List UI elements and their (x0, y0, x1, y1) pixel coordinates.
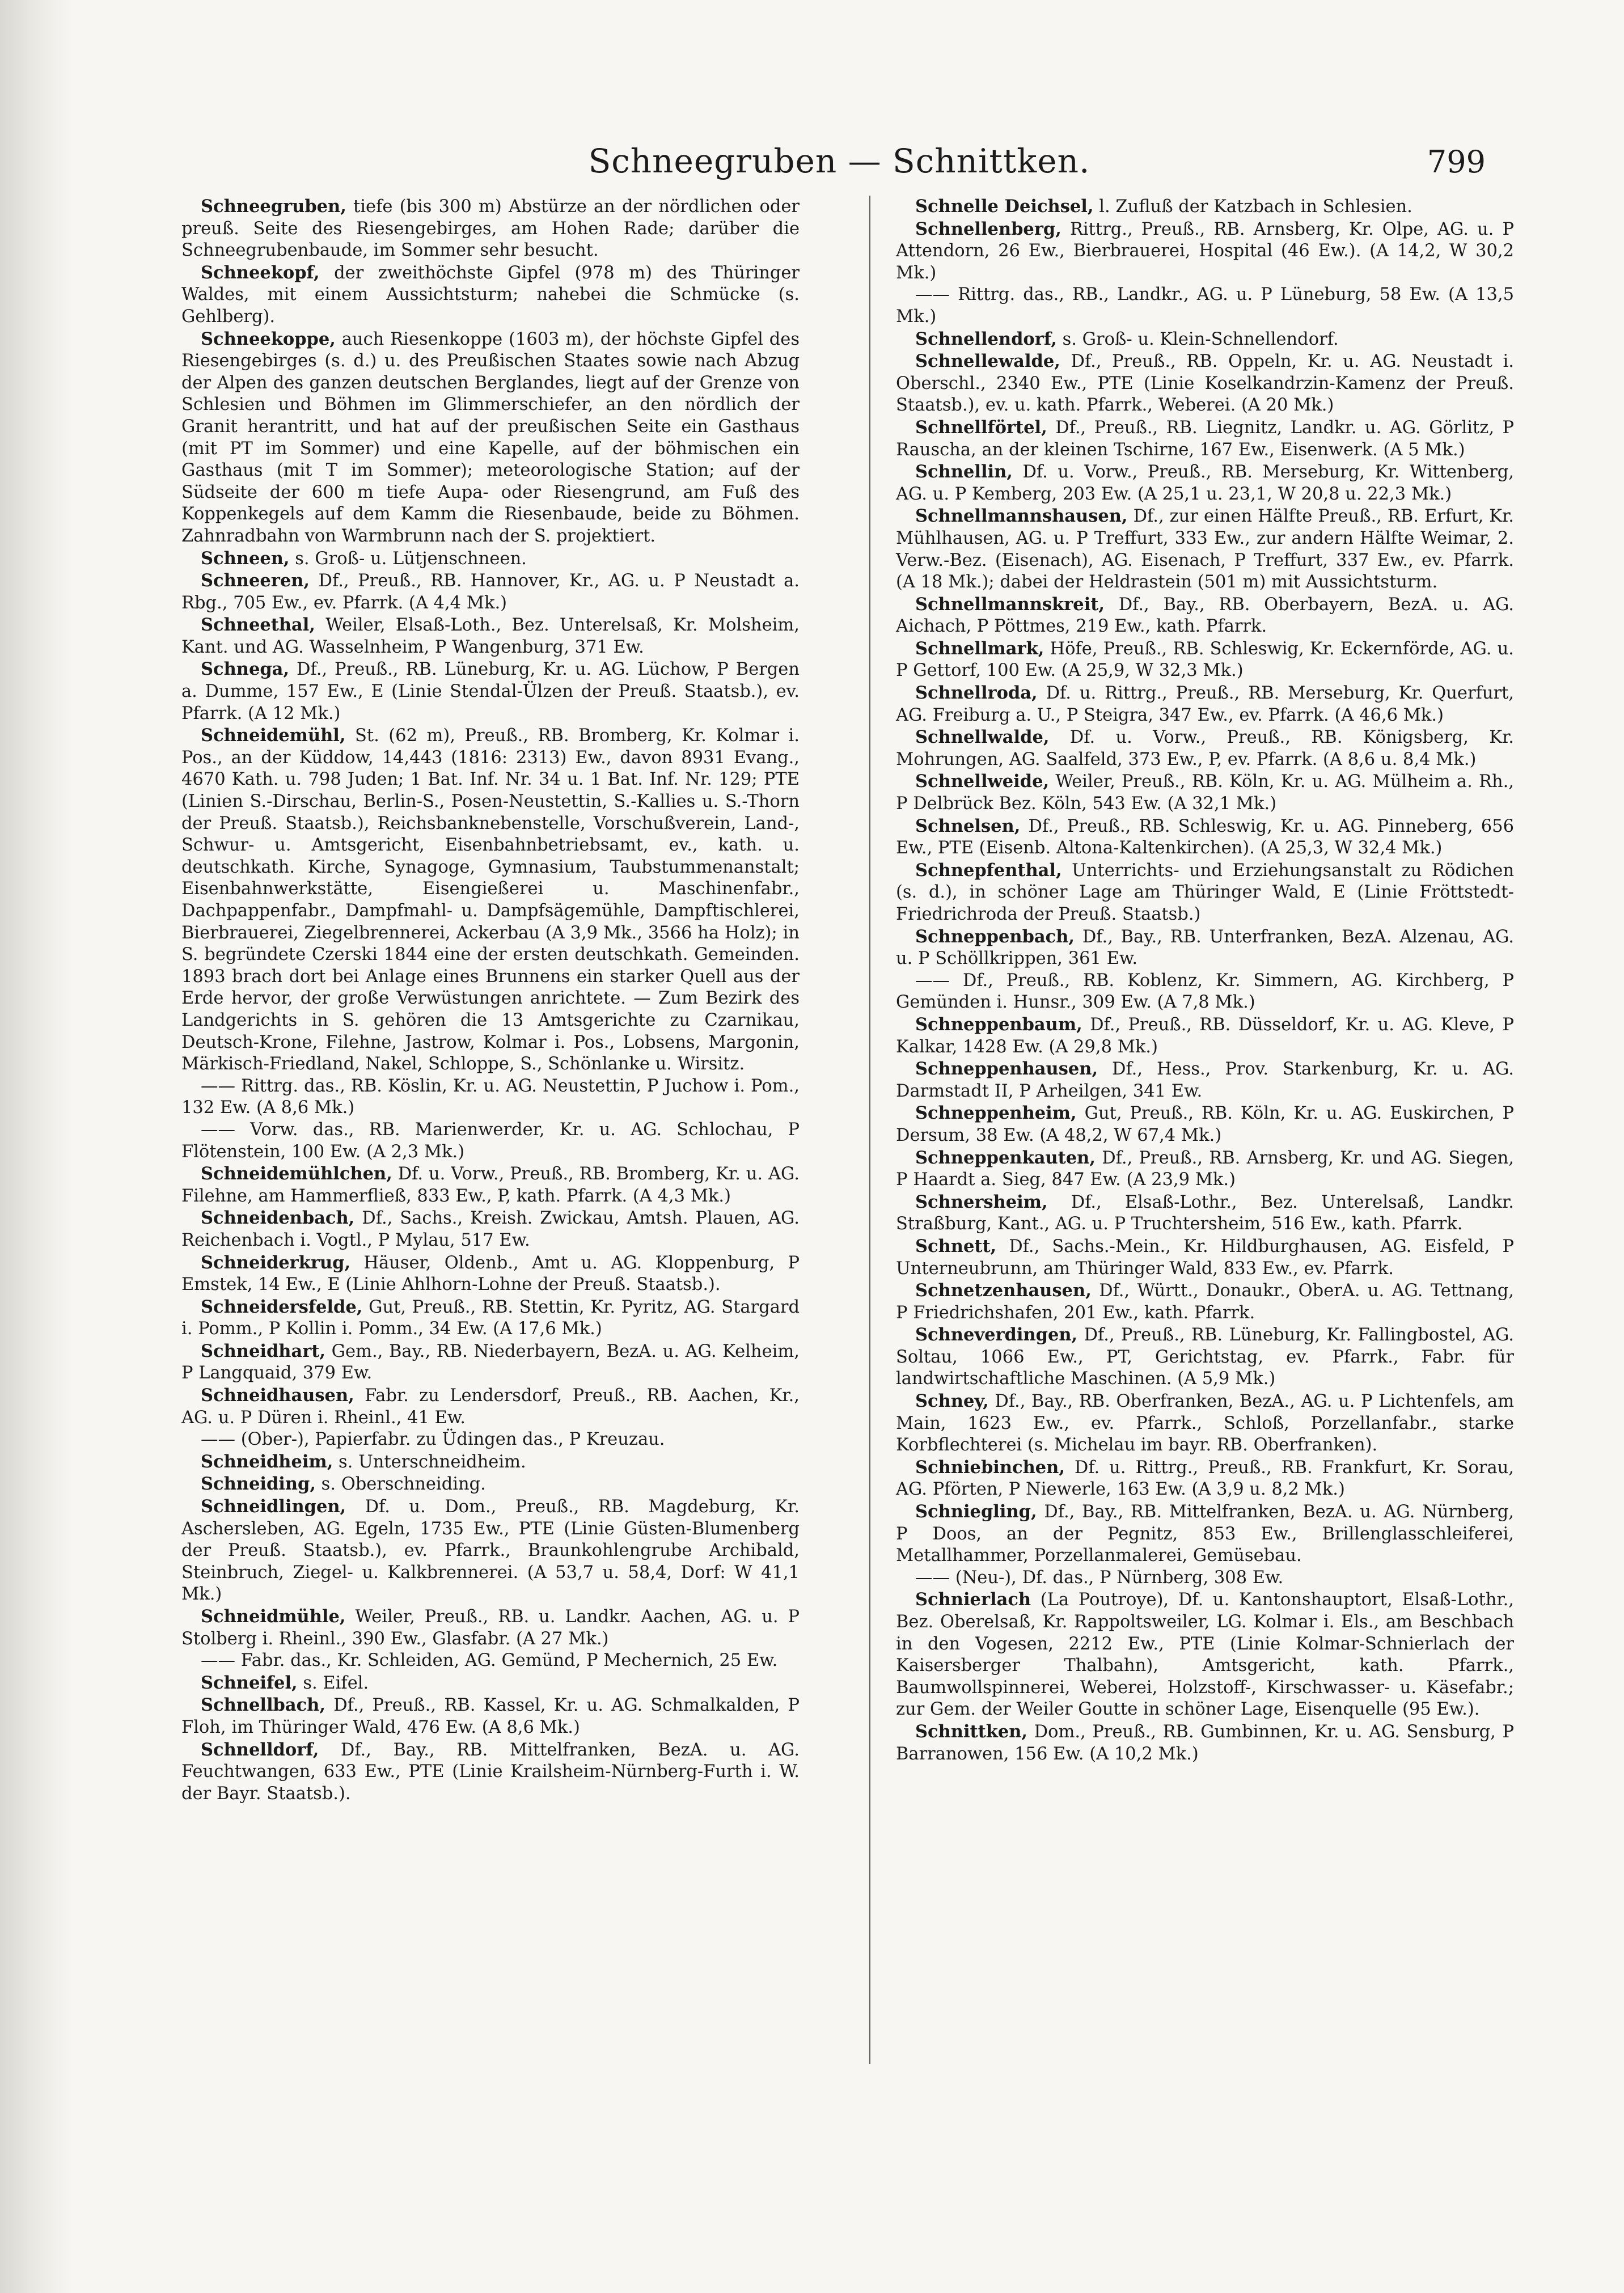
entry-text: (La Poutroye), Df. u. Kantonshauptort, Elsaß-Lothr., Bez. Oberelsaß, Kr. Rappoltsweiler, LG. Kolmar i. Els., am Beschbach in den Vogesen, 2212 Ew., PTE (Linie Kolmar-Schnierlach der Kaisersberger Thalbahn), Amtsgericht, kath. Pfarrk., Baumwollspinnerei, Weberei, Holzstoff-, Kirschwasser- u. Käsefabr.; zur Gem. der Weiler Goutte in schöner Lage, Eisenquelle (95 Ew.). (896, 1590, 1514, 1720)
dictionary-entry (896, 1236, 1514, 1280)
entry-text: Df. u. Rittrg., Preuß., RB. Merseburg, Kr. Querfurt, AG. Freiburg a. U., P Steigra, 347 Ew., ev. Pfarrk. (A 46,6 Mk.) (896, 683, 1514, 725)
dictionary-entry (896, 1721, 1514, 1765)
entry-headword: Schnellewalde, (915, 351, 1060, 372)
entry-text: Df., Preuß., RB. Lüneburg, Kr. Fallingbostel, AG. Soltau, 1066 Ew., PT, Gerichtstag, ev. Pfarrk., Fabr. für landwirtschaftliche Maschinen. (A 5,9 Mk.) (896, 1325, 1514, 1389)
dictionary-entry (896, 815, 1514, 860)
dictionary-entry (181, 614, 800, 658)
dictionary-entry (896, 328, 1514, 351)
entry-headword: Schnellbach, (201, 1695, 325, 1716)
entry-headword: Schneidenbach, (201, 1208, 355, 1229)
dictionary-entry (181, 196, 800, 262)
entry-text: Rittrg., Preuß., RB. Arnsberg, Kr. Olpe, AG. u. P Attendorn, 26 Ew., Bierbrauerei, Hospital (46 Ew.). (A 14,2, W 30,2 Mk.) (896, 219, 1514, 283)
entry-text: —— (Ober-), Papierfabr. zu Üdingen das., P Kreuzau. (201, 1429, 665, 1450)
entry-headword: Schnepfenthal, (915, 860, 1062, 881)
entry-text: Df., Bay., RB. Unterfranken, BezA. Alzenau, AG. u. P Schöllkrippen, 361 Ew. (896, 926, 1514, 969)
entry-headword: Schneidemühl, (201, 725, 346, 746)
entry-headword: Schnellendorf, (915, 328, 1057, 349)
dictionary-entry (181, 548, 800, 570)
dictionary-entry (896, 461, 1514, 505)
entry-text: —— Rittrg. das., RB., Landkr., AG. u. P Lüneburg, 58 Ew. (A 13,5 Mk.) (896, 285, 1514, 327)
entry-headword: Schney, (915, 1391, 989, 1412)
entry-headword: Schneekopf, (201, 262, 320, 283)
entry-text: Df., Elsaß-Lothr., Bez. Unterelsaß, Landkr. Straßburg, Kant., AG. u. P Truchtersheim, 516 Ew., kath. Pfarrk. (896, 1192, 1514, 1234)
dictionary-entry (181, 1694, 800, 1738)
entry-text: Df., Preuß., RB. Kassel, Kr. u. AG. Schmalkalden, P Floh, im Thüringer Wald, 476 Ew. (A 8,6 Mk.) (181, 1695, 800, 1737)
entry-text: Dom., Preuß., RB. Gumbinnen, Kr. u. AG. Sensburg, P Barranowen, 156 Ew. (A 10,2 Mk.) (896, 1721, 1514, 1764)
entry-text: Df., Preuß., RB. Liegnitz, Landkr. u. AG. Görlitz, P Rauscha, an der kleinen Tschirne, 167 Ew., Eisenwerk. (A 5 Mk.) (896, 417, 1514, 460)
entry-headword: Schneen, (201, 548, 290, 569)
entry-text: der zweithöchste Gipfel (978 m) des Thüringer Waldes, mit einem Aussichtsturm; nahebei die Schmücke (s. Gehlberg). (181, 263, 800, 327)
entry-text: Df. u. Rittrg., Preuß., RB. Frankfurt, Kr. Sorau, AG. Pförten, P Niewerle, 163 Ew. (A 3,9 u. 8,2 Mk.) (896, 1457, 1514, 1500)
dictionary-entry (896, 771, 1514, 815)
entry-headword: Schnelsen, (915, 815, 1021, 836)
entry-text: St. (62 m), Preuß., RB. Bromberg, Kr. Kolmar i. Pos., an der Küddow, 14,443 (1816: 2313) Ew., davon 8931 Evang., 4670 Kath. u. 798 Juden; 1 Bat. Inf. Nr. 34 u. 1 Bat. Inf. Nr. 129; PTE (Linien S.-Dirschau, Berlin-S., Posen-Neustettin, S.-Kallies u. S.-Thorn der Preuß. Staatsb.), Reichsbanknebenstelle, Vorschußverein, Land-, Schwur- u. Amtsgericht, Eisenbahnbetriebsamt, ev., kath. u. deutschkath. Kirche, Synagoge, Gymnasium, Taubstummenanstalt; Eisenbahnwerkstätte, Eisengießerei u. Maschinenfabr., Dachpappenfabr., Dampfmahl- u. Dampfsägemühle, Dampftischlerei, Bierbrauerei, Ziegelbrennerei, Ackerbau (A 3,9 Mk., 3566 ha Holz); in S. begründete Czerski 1844 eine der ersten deutschkath. Gemeinden. 1893 brach dort bei Anlage eines Brunnens ein starker Quell aus der Erde hervor, der große Verwüstungen anrichtete. — Zum Bezirk des Landgerichts in S. gehören die 13 Amtsgerichte zu Czarnikau, Deutsch-Krone, Filehne, Jastrow, Kolmar i. Pos., Lobsens, Margonin, Märkisch-Friedland, Nakel, Schloppe, S., Schönlanke u. Wirsitz. (181, 726, 800, 1074)
dictionary-entry (181, 1119, 800, 1163)
entry-headword: Schneiding, (201, 1474, 316, 1495)
entry-text: l. Zufluß der Katzbach in Schlesien. (1093, 197, 1412, 217)
dictionary-entry (896, 284, 1514, 328)
dictionary-entry (181, 1076, 800, 1119)
scan-shadow-edge (0, 0, 74, 2293)
dictionary-entry (181, 1650, 800, 1672)
entry-headword: Schneppenbach, (915, 926, 1075, 947)
dictionary-entry (181, 1496, 800, 1606)
entry-text: Df., Sachs.-Mein., Kr. Hildburghausen, AG. Eisfeld, P Unterneubrunn, am Thüringer Wald, 833 Ew., ev. Pfarrk. (896, 1236, 1514, 1279)
entry-text: —— Fabr. das., Kr. Schleiden, AG. Gemünd, P Mechernich, 25 Ew. (201, 1651, 778, 1671)
entry-text: Df. u. Vorw., Preuß., RB. Bromberg, Kr. u. AG. Filehne, am Hammerfließ, 833 Ew., P, kath. Pfarrk. (A 4,3 Mk.) (181, 1164, 800, 1206)
dictionary-entry (896, 417, 1514, 461)
entry-text: Weiler, Elsaß-Loth., Bez. Unterelsaß, Kr. Molsheim, Kant. und AG. Wasselnheim, P Wangenburg, 371 Ew. (181, 615, 800, 657)
entry-headword: Schneppenheim, (915, 1103, 1077, 1124)
entry-headword: Schniegling, (915, 1501, 1037, 1522)
running-title: Schneegruben — Schnittken. (588, 142, 1090, 180)
dictionary-entry (181, 725, 800, 1076)
entry-text: Gut, Preuß., RB. Stettin, Kr. Pyritz, AG. Stargard i. Pomm., P Kollin i. Pomm., 34 Ew. (A 17,6 Mk.) (181, 1297, 800, 1339)
dictionary-entry (181, 1296, 800, 1340)
dictionary-entry (896, 726, 1514, 771)
entry-text: Gem., Bay., RB. Niederbayern, BezA. u. AG. Kelheim, P Langquaid, 379 Ew. (181, 1341, 800, 1384)
dictionary-entry (181, 1451, 800, 1474)
dictionary-entry (181, 1207, 800, 1251)
dictionary-entry (896, 1014, 1514, 1058)
entry-text: Weiler, Preuß., RB. Köln, Kr. u. AG. Mülheim a. Rh., P Delbrück Bez. Köln, 543 Ew. (A 32,1 Mk.) (896, 772, 1514, 814)
entry-headword: Schnierlach (915, 1589, 1031, 1610)
dictionary-entry (896, 1457, 1514, 1501)
entry-text: s. Unterschneidheim. (333, 1452, 526, 1472)
dictionary-entry (896, 860, 1514, 926)
entry-headword: Schneeren, (201, 570, 310, 591)
dictionary-entry (896, 505, 1514, 593)
entry-text: —— Vorw. das., RB. Marienwerder, Kr. u. AG. Schlochau, P Flötenstein, 100 Ew. (A 2,3 Mk.) (181, 1119, 800, 1162)
dictionary-entry (181, 328, 800, 548)
dictionary-entry (896, 1102, 1514, 1146)
dictionary-entry (896, 594, 1514, 638)
entry-text: Df., Württ., Donaukr., OberA. u. AG. Tettnang, P Friedrichshafen, 201 Ew., kath. Pfarrk. (896, 1281, 1514, 1323)
entry-headword: Schnellweide, (915, 771, 1050, 792)
entry-headword: Schneethal, (201, 615, 315, 636)
entry-text: Df. u. Dom., Preuß., RB. Magdeburg, Kr. Aschersleben, AG. Egeln, 1735 Ew., PTE (Linie Güsten-Blumenberg der Preuß. Staatsb.), ev. Pfarrk., Braunkohlengrube Archibald, Steinbruch, Ziegel- u. Kalkbrennerei. (A 53,7 u. 58,4, Dorf: W 41,1 Mk.) (181, 1497, 800, 1605)
entry-headword: Schnellenberg, (915, 218, 1061, 239)
entry-headword: Schnellförtel, (915, 417, 1047, 438)
entry-text: Df., Hess., Prov. Starkenburg, Kr. u. AG. Darmstadt II, P Arheilgen, 341 Ew. (896, 1059, 1514, 1101)
page-header (193, 142, 1486, 187)
entry-text: Df. u. Vorw., Preuß., RB. Königsberg, Kr. Mohrungen, AG. Saalfeld, 373 Ew., P, ev. Pfarrk. (A 8,6 u. 8,4 Mk.) (896, 727, 1514, 769)
dictionary-entry (896, 196, 1514, 218)
dictionary-entry (181, 262, 800, 328)
entry-text: Häuser, Oldenb., Amt u. AG. Kloppenburg, P Emstek, 14 Ew., E (Linie Ahlhorn-Lohne der Preuß. Staatsb.). (181, 1253, 800, 1295)
entry-text: Df. u. Vorw., Preuß., RB. Merseburg, Kr. Wittenberg, AG. u. P Kemberg, 203 Ew. (A 25,1 u. 23,1, W 20,8 u. 22,3 Mk.) (896, 462, 1514, 504)
dictionary-entry (896, 638, 1514, 682)
entry-headword: Schnittken, (915, 1721, 1028, 1742)
dictionary-entry (181, 1340, 800, 1385)
entry-text: —— Rittrg. das., RB. Köslin, Kr. u. AG. Neustettin, P Juchow i. Pom., 132 Ew. (A 8,6 Mk.) (181, 1076, 800, 1118)
entry-headword: Schnersheim, (915, 1191, 1048, 1212)
entry-headword: Schneidhart, (201, 1340, 325, 1361)
dictionary-entry (181, 658, 800, 725)
dictionary-entry (181, 1672, 800, 1695)
dictionary-entry (896, 1191, 1514, 1236)
entry-text: auch Riesenkoppe (1603 m), der höchste Gipfel des Riesengebirges (s. d.) u. des Preußischen Staates sowie nach Abzug der Alpen des ganzen deutschen Berglandes, liegt auf der Grenze von Schlesien und Böhmen im Glimmerschiefer, an den nördlich der Granit herantritt, und hat auf der preußischen Seite ein Gasthaus (mit PT im Sommer) und eine Kapelle, auf der böhmischen ein Gasthaus (mit T im Sommer); meteorologische Station; auf der Südseite der 600 m tiefe Aupa- oder Riesengrund, am Fuß des Koppenkegels auf dem Kamm die Riesenbaude, beide zu Böhmen. Zahnradbahn von Warmbrunn nach der S. projektiert. (181, 329, 800, 546)
entry-headword: Schneppenbaum, (915, 1014, 1082, 1035)
dictionary-entry (181, 1385, 800, 1429)
dictionary-entry (896, 1501, 1514, 1567)
entry-text: Df., Bay., RB. Oberfranken, BezA., AG. u. P Lichtenfels, am Main, 1623 Ew., ev. Pfarrk., Schloß, Porzellanfabr., starke Korbflechterei (s. Michelau im bayr. RB. Oberfranken). (896, 1391, 1514, 1456)
entry-headword: Schnett, (915, 1236, 997, 1257)
dictionary-entry (896, 350, 1514, 417)
entry-headword: Schneidersfelde, (201, 1296, 363, 1317)
entry-headword: Schneidlingen, (201, 1496, 346, 1517)
dictionary-entry (181, 1252, 800, 1296)
dictionary-entry (896, 1324, 1514, 1390)
page-number: 799 (1427, 144, 1486, 180)
entry-text: s. Groß- u. Klein-Schnellendorf. (1056, 329, 1339, 349)
entry-text: —— (Neu-), Df. das., P Nürnberg, 308 Ew. (915, 1567, 1284, 1588)
entry-headword: Schneppenhausen, (915, 1059, 1098, 1080)
dictionary-entry (896, 1058, 1514, 1102)
dictionary-entry (181, 1473, 800, 1496)
entry-headword: Schneegruben, (201, 196, 346, 217)
dictionary-entry (896, 1147, 1514, 1191)
entry-headword: Schnetzenhausen, (915, 1280, 1092, 1301)
entry-text: Df., Preuß., RB. Arnsberg, Kr. und AG. Siegen, P Haardt a. Sieg, 847 Ew. (A 23,9 Mk.) (896, 1148, 1514, 1190)
entry-text: s. Groß- u. Lütjenschneen. (289, 548, 527, 569)
entry-headword: Schnellmannshausen, (915, 506, 1128, 527)
entry-text: Df., zur einen Hälfte Preuß., RB. Erfurt, Kr. Mühlhausen, AG. u. P Treffurt, 333 Ew., zur andern Hälfte Weimar, 2. Verw.-Bez. (Eisenach), AG. Eisenach, P Treffurt, 337 Ew., ev. Pfarrk. (A 18 Mk.); dabei der Heldrastein (501 m) mit Aussichtsturm. (896, 506, 1514, 593)
entry-text: Weiler, Preuß., RB. u. Landkr. Aachen, AG. u. P Stolberg i. Rheinl., 390 Ew., Glasfabr. (A 27 Mk.) (181, 1607, 800, 1649)
entry-text: Unterrichts- und Erziehungsanstalt zu Rödichen (s. d.), in schöner Lage am Thüringer Wald, E (Linie Fröttstedt-Friedrichroda der Preuß. Staatsb.) (896, 860, 1514, 924)
dictionary-entry (896, 682, 1514, 726)
entry-text: Df., Preuß., RB. Oppeln, Kr. u. AG. Neustadt i. Oberschl., 2340 Ew., PTE (Linie Koselkandrzin-Kamenz der Preuß. Staatsb.), ev. u. kath. Pfarrk., Weberei. (A 20 Mk.) (896, 352, 1514, 416)
entry-headword: Schnelldorf, (201, 1739, 319, 1760)
entry-text: Df., Preuß., RB. Schleswig, Kr. u. AG. Pinneberg, 656 Ew., PTE (Eisenb. Altona-Kaltenkirchen). (A 25,3, W 32,4 Mk.) (896, 816, 1514, 858)
entry-headword: Schneifel, (201, 1672, 298, 1693)
entry-headword: Schneppenkauten, (915, 1147, 1096, 1168)
right-column (896, 196, 1514, 1765)
left-column (181, 196, 800, 1805)
dictionary-entry (181, 1163, 800, 1207)
entry-headword: Schneidemühlchen, (201, 1164, 392, 1184)
entry-headword: Schnellwalde, (915, 727, 1050, 748)
dictionary-entry (896, 1280, 1514, 1324)
entry-text: tiefe (bis 300 m) Abstürze an der nördlichen oder preuß. Seite des Riesengebirges, am Hohen Rade; darüber die Schneegrubenbaude, im Sommer sehr besucht. (181, 197, 800, 261)
dictionary-entry (896, 926, 1514, 970)
dictionary-entry (181, 1429, 800, 1451)
entry-headword: Schnellroda, (915, 683, 1038, 704)
entry-headword: Schneverdingen, (915, 1325, 1078, 1346)
entry-text: Df., Preuß., RB. Lüneburg, Kr. u. AG. Lüchow, P Bergen a. Dumme, 157 Ew., E (Linie Stendal-Ülzen der Preuß. Staatsb.), ev. Pfarrk. (A 12 Mk.) (181, 659, 800, 724)
entry-text: Df., Bay., RB. Oberbayern, BezA. u. AG. Aichach, P Pöttmes, 219 Ew., kath. Pfarrk. (896, 594, 1514, 637)
entry-text: Höfe, Preuß., RB. Schleswig, Kr. Eckernförde, AG. u. P Gettorf, 100 Ew. (A 25,9, W 32,3 Mk.) (896, 638, 1514, 681)
entry-headword: Schneidheim, (201, 1451, 333, 1472)
dictionary-entry (896, 218, 1514, 285)
dictionary-entry (181, 1606, 800, 1650)
entry-headword: Schnega, (201, 659, 290, 680)
entry-text: Df., Bay., RB. Mittelfranken, BezA. u. AG. Feuchtwangen, 633 Ew., PTE (Linie Krailsheim-Nürnberg-Furth i. W. der Bayr. Staatsb.). (181, 1740, 800, 1804)
dictionary-entry (896, 1390, 1514, 1457)
entry-headword: Schnelle Deichsel, (915, 196, 1094, 217)
entry-text: Df., Preuß., RB. Düsseldorf, Kr. u. AG. Kleve, P Kalkar, 1428 Ew. (A 29,8 Mk.) (896, 1014, 1514, 1057)
dictionary-entry (181, 570, 800, 614)
entry-text: Df., Preuß., RB. Hannover, Kr., AG. u. P Neustadt a. Rbg., 705 Ew., ev. Pfarrk. (A 4,4 Mk.) (181, 571, 800, 613)
entry-headword: Schniebinchen, (915, 1457, 1065, 1478)
dictionary-entry (181, 1739, 800, 1805)
dictionary-entry (896, 970, 1514, 1014)
entry-text: —— Df., Preuß., RB. Koblenz, Kr. Simmern, AG. Kirchberg, P Gemünden i. Hunsr., 309 Ew. (A 7,8 Mk.) (896, 970, 1514, 1013)
entry-headword: Schneiderkrug, (201, 1252, 351, 1273)
entry-text: Df., Bay., RB. Mittelfranken, BezA. u. AG. Nürnberg, P Doos, an der Pegnitz, 853 Ew., Brillenglasschleiferei, Metallhammer, Porzellanmalerei, Gemüsebau. (896, 1502, 1514, 1566)
entry-text: Gut, Preuß., RB. Köln, Kr. u. AG. Euskirchen, P Dersum, 38 Ew. (A 48,2, W 67,4 Mk.) (896, 1103, 1514, 1145)
entry-text: Df., Sachs., Kreish. Zwickau, Amtsh. Plauen, AG. Reichenbach i. Vogtl., P Mylau, 517 Ew. (181, 1208, 800, 1250)
entry-text: Fabr. zu Lendersdorf, Preuß., RB. Aachen, Kr., AG. u. P Düren i. Rheinl., 41 Ew. (181, 1386, 800, 1428)
entry-headword: Schnellmark, (915, 638, 1044, 659)
dictionary-entry (896, 1589, 1514, 1721)
entry-headword: Schnellin, (915, 462, 1013, 483)
entry-headword: Schneekoppe, (201, 328, 336, 349)
entry-headword: Schneidmühle, (201, 1606, 346, 1627)
entry-headword: Schneidhausen, (201, 1385, 354, 1406)
column-divider (869, 196, 870, 2064)
entry-headword: Schnellmannskreit, (915, 594, 1105, 615)
entry-text: s. Oberschneiding. (315, 1474, 486, 1495)
entry-text: s. Eifel. (297, 1673, 369, 1693)
dictionary-entry (896, 1567, 1514, 1589)
